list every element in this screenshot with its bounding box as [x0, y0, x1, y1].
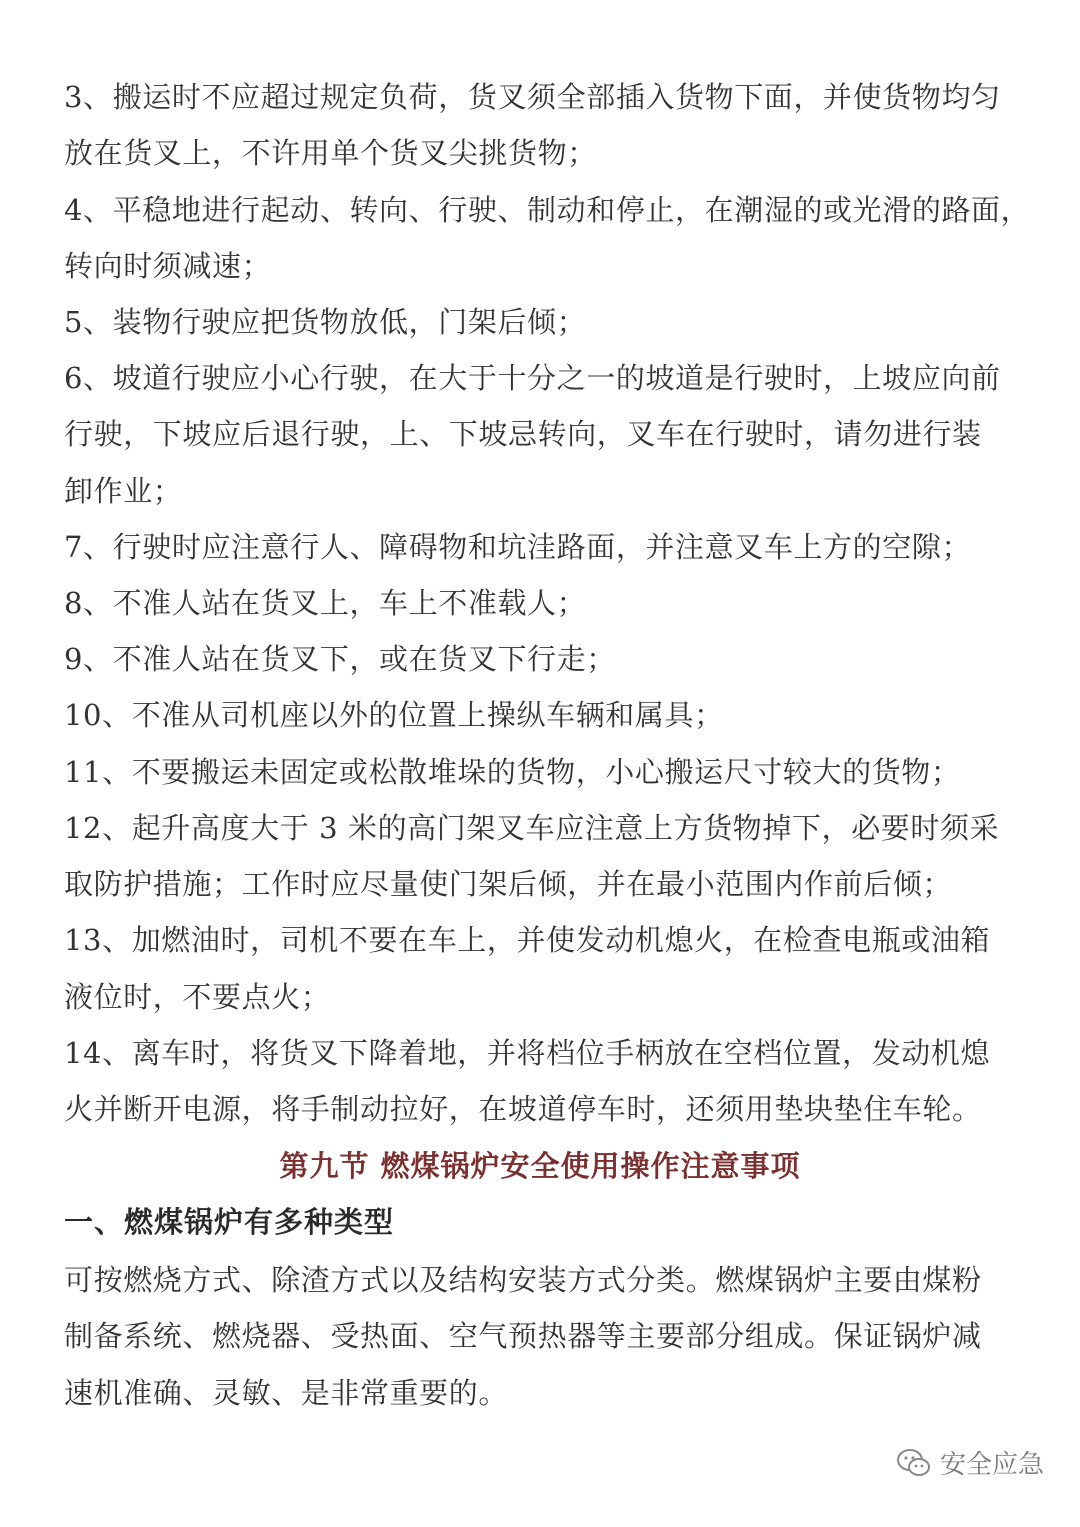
text-line: 13、加燃油时，司机不要在车上，并使发动机熄火，在检查电瓶或油箱	[64, 923, 991, 957]
section-title: 第九节 燃煤锅炉安全使用操作注意事项	[279, 1149, 801, 1183]
text-line: 卸作业；	[64, 474, 183, 508]
watermark	[896, 1444, 1044, 1481]
text-line: 14、离车时，将货叉下降着地，并将档位手柄放在空档位置，发动机熄	[64, 1036, 991, 1070]
text-line: 7、行驶时应注意行人、障碍物和坑洼路面，并注意叉车上方的空隙；	[64, 530, 972, 564]
body-line: 可按燃烧方式、除渣方式以及结构安装方式分类。燃煤锅炉主要由煤粉	[64, 1263, 982, 1297]
text-line: 8、不准人站在货叉上，车上不准载人；	[64, 586, 587, 620]
text-line: 5、装物行驶应把货物放低，门架后倾；	[64, 305, 587, 339]
text-line: 液位时，不要点火；	[64, 980, 331, 1014]
text-line: 11、不要搬运未固定或松散堆垛的货物，小心搬运尺寸较大的货物；	[64, 755, 961, 789]
text-line: 行驶，下坡应后退行驶，上、下坡忌转向，叉车在行驶时，请勿进行装	[64, 417, 982, 451]
text-line: 火并断开电源，将手制动拉好，在坡道停车时，还须用垫块垫住车轮。	[64, 1092, 982, 1126]
text-line: 12、起升高度大于 3 米的高门架叉车应注意上方货物掉下，必要时须采	[64, 811, 1000, 845]
text-line: 10、不准从司机座以外的位置上操纵车辆和属具；	[64, 698, 724, 732]
text-line: 取防护措施；工作时应尽量使门架后倾，并在最小范围内作前后倾；	[64, 867, 953, 901]
text-line: 6、坡道行驶应小心行驶，在大于十分之一的坡道是行驶时，上坡应向前	[64, 361, 1001, 395]
text-line: 3、搬运时不应超过规定负荷，货叉须全部插入货物下面，并使货物均匀	[64, 80, 1001, 114]
body-line: 制备系统、燃烧器、受热面、空气预热器等主要部分组成。保证锅炉减	[64, 1319, 982, 1353]
text-line: 放在货叉上，不许用单个货叉尖挑货物；	[64, 136, 597, 170]
subheading: 一、燃煤锅炉有多种类型	[64, 1205, 395, 1239]
watermark-text: 安全应急	[939, 1450, 1044, 1480]
text-line: 9、不准人站在货叉下，或在货叉下行走；	[64, 642, 616, 676]
wechat-icon	[896, 1448, 932, 1478]
body-line: 速机准确、灵敏、是非常重要的。	[64, 1376, 509, 1410]
text-line: 转向时须减速；	[64, 249, 272, 283]
text-line: 4、平稳地进行起动、转向、行驶、制动和停止，在潮湿的或光滑的路面，	[64, 193, 1031, 227]
